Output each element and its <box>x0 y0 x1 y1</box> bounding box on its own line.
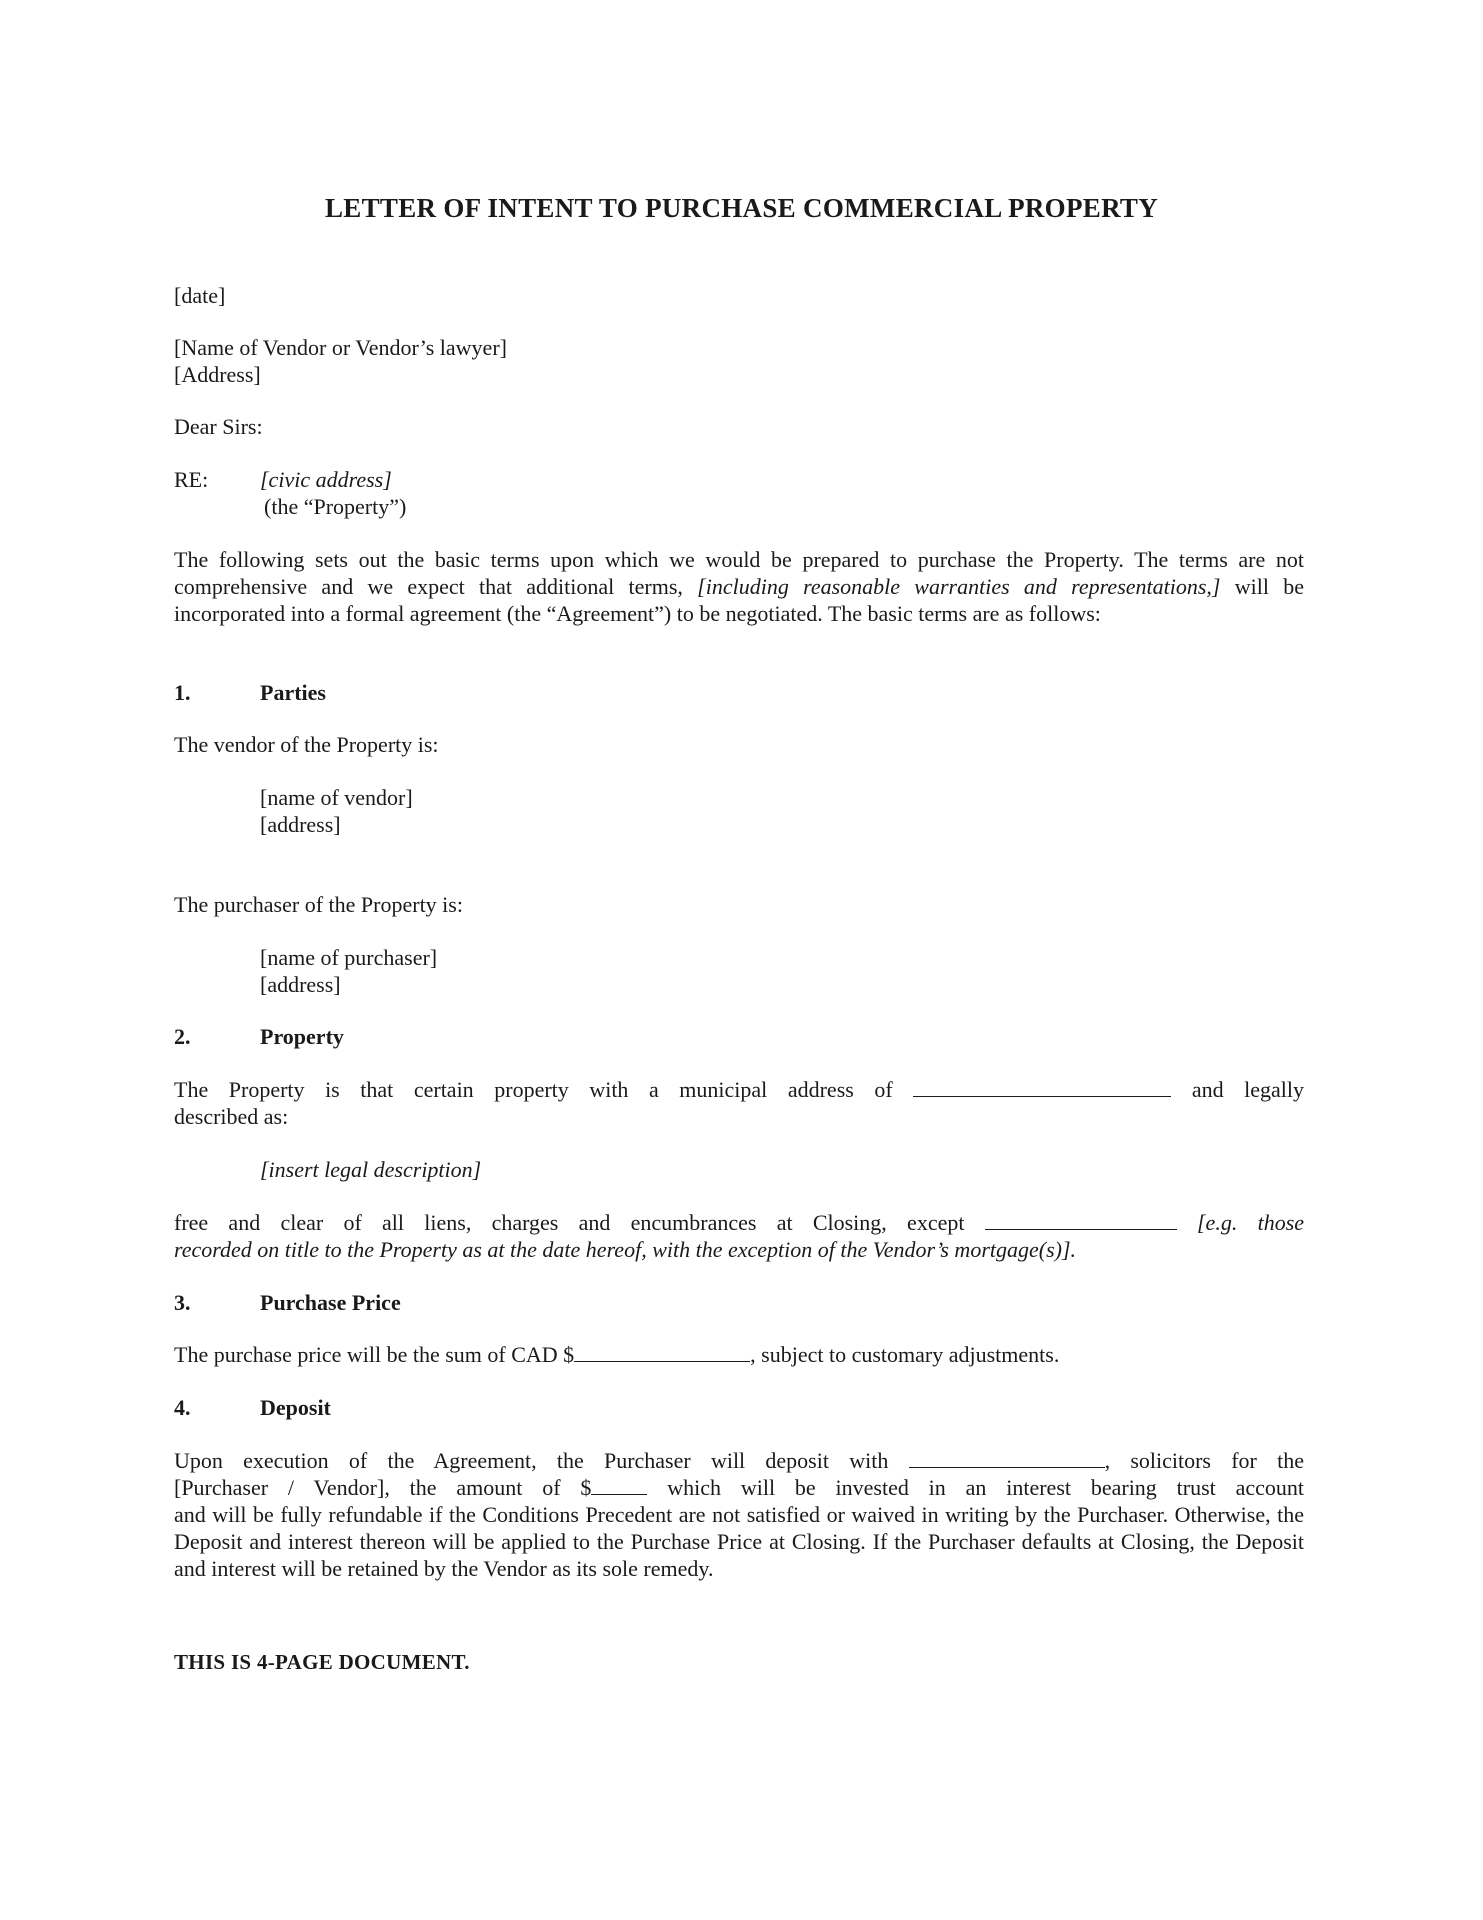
deposit-line-2: [Purchaser / Vendor], the amount of $ which will be invested in an interest bearing trust account <box>174 1475 1305 1500</box>
re-label: RE: <box>174 467 209 492</box>
legal-description: [insert legal description] <box>260 1157 482 1182</box>
purchase-price-blank <box>574 1343 750 1362</box>
municipal-address-blank <box>913 1078 1171 1097</box>
section-4-heading: 4. Deposit <box>174 1395 331 1420</box>
exceptions-blank <box>985 1211 1177 1230</box>
salutation: Dear Sirs: <box>174 414 263 439</box>
property-line-2: described as: <box>174 1104 289 1129</box>
date-placeholder: [date] <box>174 283 226 308</box>
property-line-1: The Property is that certain property with a municipal address of and legally <box>174 1077 1305 1102</box>
section-2-heading: 2. Property <box>174 1024 344 1049</box>
recipient-name: [Name of Vendor or Vendor’s lawyer] <box>174 335 507 360</box>
page-count-notice: THIS IS 4-PAGE DOCUMENT. <box>174 1650 470 1674</box>
vendor-address: [address] <box>260 812 341 837</box>
purchaser-label: The purchaser of the Property is: <box>174 892 463 917</box>
document-title: LETTER OF INTENT TO PURCHASE COMMERCIAL PROPERTY <box>324 193 1159 223</box>
deposit-paragraph-rest: and will be fully refundable if the Conditions Precedent are not satisfied or waived in writing by the Purchaser. Otherwise, the Deposit and interest thereon will be applied to the Purchase Price at Closing. If the Purchaser defaults at Closing, the Deposit and interest will be retained by the Vendor as its sole remedy. <box>174 1502 1304 1581</box>
intro-paragraph: The following sets out the basic terms upon which we would be prepared to purchase the Property. The terms are not comprehensive and we expect that additional terms, [including reasonable warranties and representations,] will be incorporated into a formal agreement (the “Agreement”) to be negotiated. The basic terms are as follows: <box>174 547 1304 626</box>
purchaser-name: [name of purchaser] <box>260 945 438 970</box>
encumbrances-line-1: free and clear of all liens, charges and encumbrances at Closing, except [e.g. those <box>174 1210 1305 1235</box>
section-1-heading: 1. Parties <box>174 680 326 705</box>
re-civic-address: [civic address] <box>260 467 392 492</box>
re-defined-term: (the “Property”) <box>264 494 407 519</box>
purchase-price-text: The purchase price will be the sum of CAD $ , subject to customary adjustments. <box>174 1342 1060 1367</box>
vendor-label: The vendor of the Property is: <box>174 732 439 757</box>
recipient-address: [Address] <box>174 362 261 387</box>
deposit-holder-blank <box>909 1449 1105 1468</box>
section-3-heading: 3. Purchase Price <box>174 1290 401 1315</box>
purchaser-address: [address] <box>260 972 341 997</box>
deposit-amount-blank <box>591 1476 647 1495</box>
encumbrances-line-2: recorded on title to the Property as at the date hereof, with the exception of the Vendor’s mortgage(s)]. <box>174 1237 1077 1262</box>
vendor-name: [name of vendor] <box>260 785 413 810</box>
deposit-line-1: Upon execution of the Agreement, the Purchaser will deposit with , solicitors for the <box>174 1448 1304 1473</box>
